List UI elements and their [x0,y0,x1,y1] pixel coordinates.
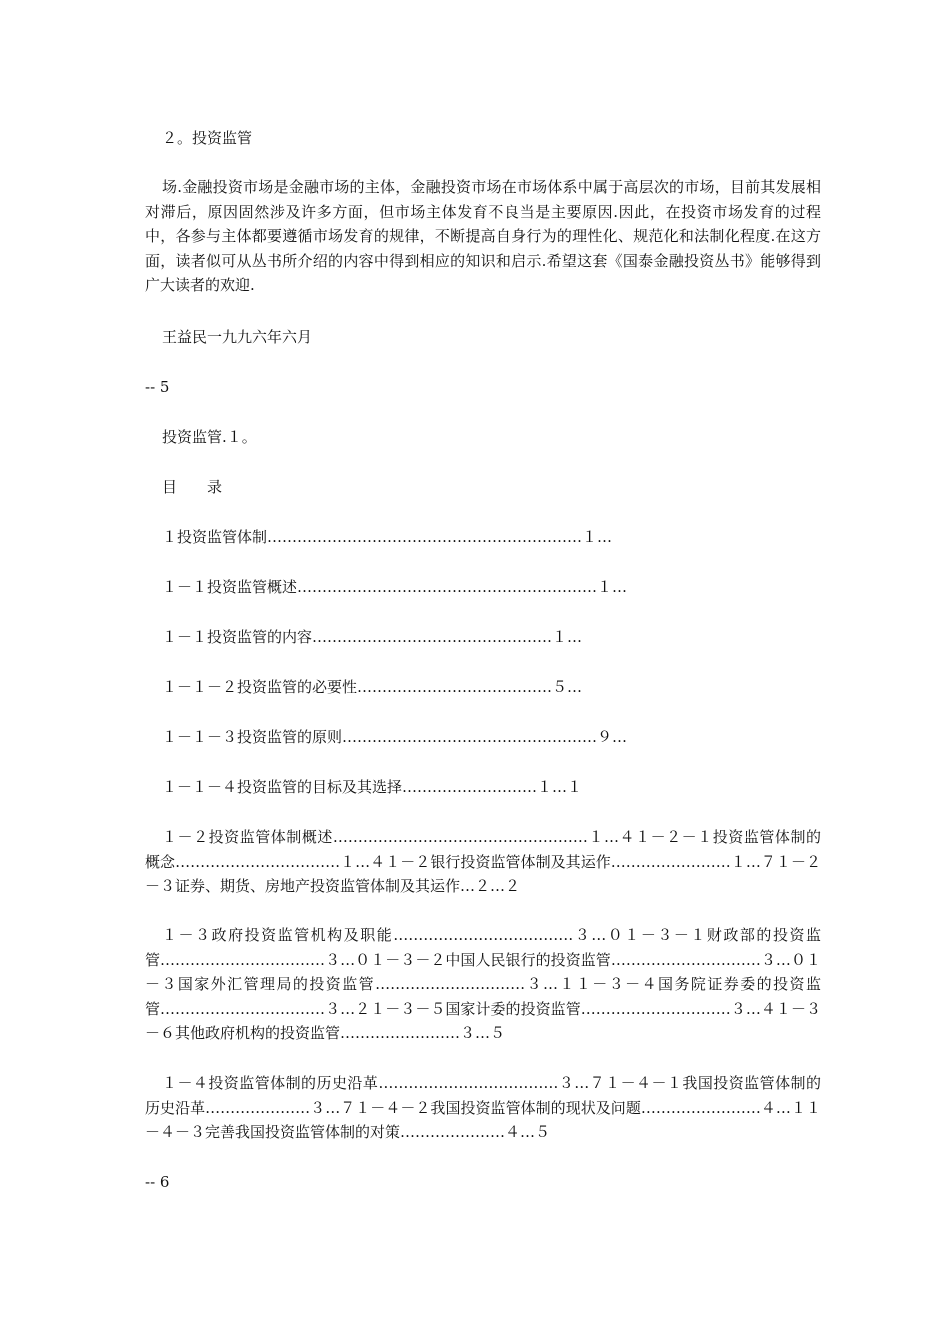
toc-entry: １－１投资监管概述……………………………………………………１… [162,578,628,596]
toc-entry: １－１－４投资监管的目标及其选择………………………１…１ [162,778,583,796]
toc-entry: １－１－３投资监管的原则……………………………………………９… [162,728,628,746]
page-marker: -- 6 [145,1173,170,1191]
intro-paragraph: 场.金融投资市场是金融市场的主体，金融投资市场在市场体系中属于高层次的市场，目前其发展相对滞后，原因固然涉及许多方面，但市场主体发育不良当是主要原因.因此，在投资市场发育的过程中，各参与主体都要遵循市场发育的规律，不断提高自身行为的理性化、规范化和法制化程度.在这方面，读者似可从丛书所介绍的内容中得到相应的知识和启示.希望这套《国泰金融投资丛书》能够得到广大读者的欢迎. [145,178,821,294]
page-marker: -- 5 [145,378,170,396]
toc-block: １－２投资监管体制概述……………………………………………１…４１－２－１投资监管体制的概念……………………………１…４１－２银行投资监管体制及其运作……………………１…７１－２－３证券、期货、房地产投资监管体制及其运作…２…２ [145,828,821,895]
toc-block: １－３政府投资监管机构及职能………………………………３…０１－３－１财政部的投资监管……………………………３…０１－３－２中国人民银行的投资监管…………………………３…０１－３国家外汇管理局的投资监管…………………………３…１１－３－４国务院证券委的投资监管……………………………３…２１－３－５国家计委的投资监管…………………………３…４１－３－６其他政府机构的投资监管……………………３…５ [145,926,821,1042]
toc-entry: １－１－２投资监管的必要性…………………………………５… [162,678,583,696]
toc-title: 目 录 [162,478,223,496]
toc-entry: １投资监管体制………………………………………………………１… [162,528,613,546]
toc-block: １－４投资监管体制的历史沿革………………………………３…７１－４－１我国投资监管体制的历史沿革…………………３…７１－４－２我国投资监管体制的现状及问题……………………４…１１－４－３完善我国投资监管体制的对策…………………４…５ [145,1074,821,1141]
running-head: 投资监管.１。 [162,428,257,446]
toc-entry: １－１投资监管的内容…………………………………………１… [162,628,583,646]
section-heading: ２。投资监管 [162,129,253,147]
signature: 王益民一九九六年六月 [162,328,313,346]
